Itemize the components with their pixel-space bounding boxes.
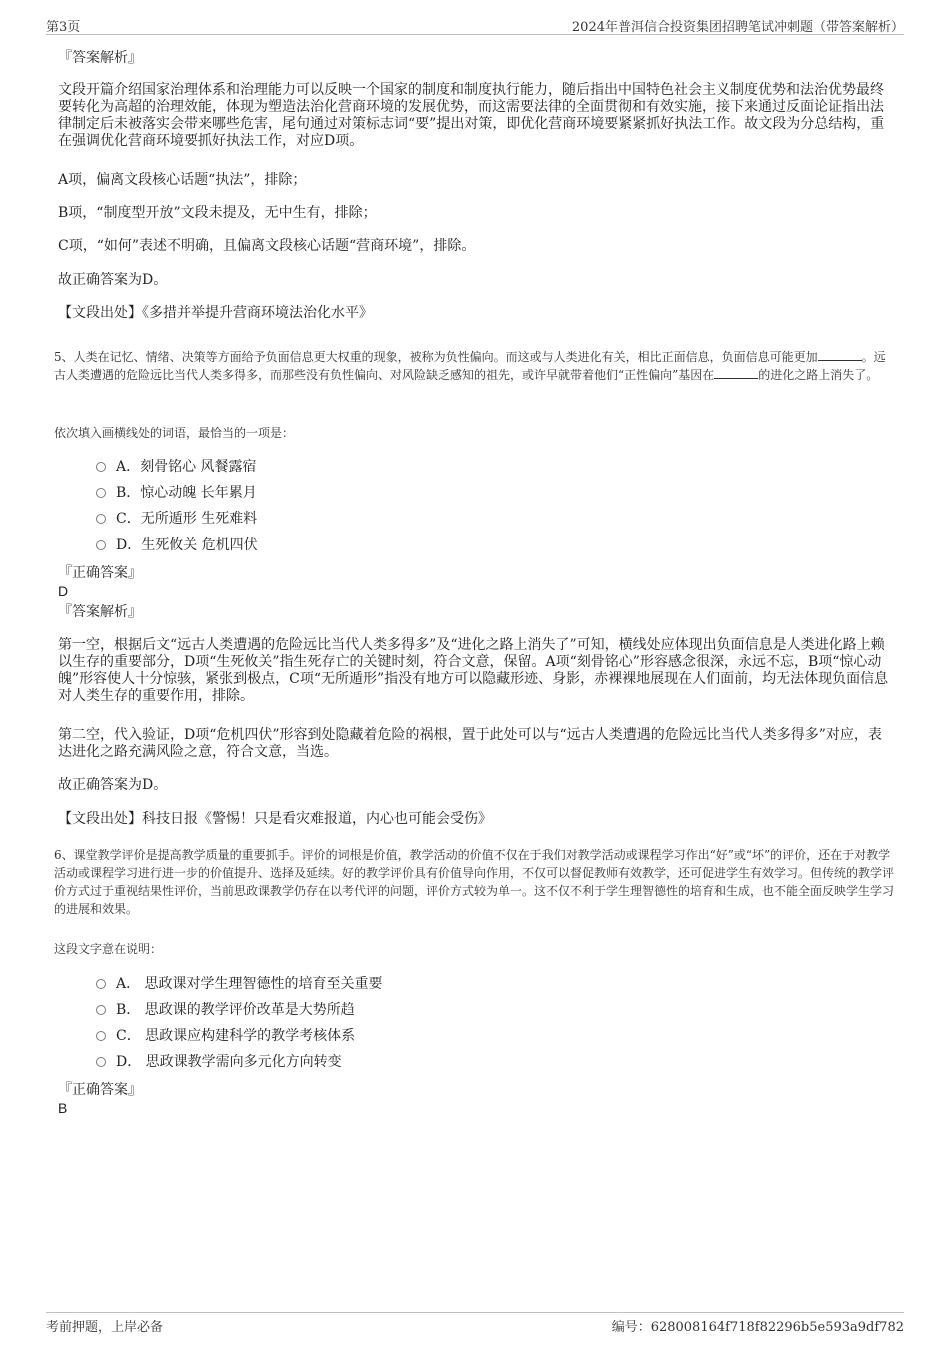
radio-icon[interactable] — [96, 488, 106, 498]
radio-icon[interactable] — [96, 1005, 106, 1015]
q5-option-a-label: A．刻骨铭心 风餐露宿 — [116, 459, 257, 475]
radio-icon[interactable] — [96, 979, 106, 989]
q4-conclusion: 故正确答案为D。 — [58, 272, 168, 288]
q4-analysis-label: 『答案解析』 — [58, 50, 142, 66]
q4-analysis: 文段开篇介绍国家治理体系和治理能力可以反映一个国家的制度和制度执行能力，随后指出中国特色社会主义制度优势和法治优势最终要转化为高超的治理效能，体现为塑造法治化营商环境的发展优势，而这需要法律的全面贯彻和有效实施，接下来通过反面论证指出法律制定后未被落实会带来哪些危害，尾句通过对策标志词“要”提出对策，即优化营商环境要紧紧抓好执法工作。故文段为分总结构，重在强调优化营商环境要抓好执法工作，对应D项。 — [58, 82, 885, 149]
q4-source: 【文段出处】《多措并举提升营商环境法治化水平》 — [58, 305, 373, 321]
q5-stem — [54, 348, 896, 384]
q5-option-d[interactable] — [96, 536, 258, 554]
page-header — [46, 14, 904, 35]
q4-option-c-note: C项，“如何”表述不明确，且偏离文段核心话题“营商环境”，排除。 — [58, 238, 476, 254]
q4-option-a-note: A项，偏离文段核心话题“执法”，排除； — [58, 172, 307, 188]
radio-icon[interactable] — [96, 514, 106, 524]
q6-option-d-label: D． 思政课教学需向多元化方向转变 — [116, 1054, 342, 1070]
q5-option-a[interactable] — [96, 458, 257, 476]
page-number: 第3页 — [46, 20, 81, 35]
radio-icon[interactable] — [96, 1031, 106, 1041]
q6-option-c-label: C． 思政课应构建科学的教学考核体系 — [116, 1028, 356, 1044]
q6-prompt: 这段文字意在说明： — [54, 942, 163, 956]
q5-option-d-label: D．生死攸关 危机四伏 — [116, 537, 258, 553]
q4-option-b-note: B项，“制度型开放”文段未提及，无中生有，排除； — [58, 205, 377, 221]
q6-stem: 6、课堂教学评价是提高教学质量的重要抓手。评价的词根是价值，教学活动的价值不仅在于我们对教学活动或课程学习作出“好”或“坏”的评价，还在于对教学活动或课程学习进行进一步的价值提升、选择及延续。好的教学评价具有价值导向作用，不仅可以督促教师有效教学，还可促进学生有效学习。但传统的教学评价方式过于重视结果性评价，当前思政课教学仍存在以考代评的问题，评价方式较为单一。这不仅不利于学生理智德性的培育和生成，也不能全面反映学生学习的进展和效果。 — [54, 848, 895, 916]
q5-option-c-label: C．无所遁形 生死难料 — [116, 511, 258, 527]
q5-stem-part-2: 。远古人类遭遇的危险远比当代人类多得多，而那些没有负性偏向、对风险缺乏感知的祖先，或许早就带着他们“正性偏向”基因在 — [54, 350, 886, 382]
q5-analysis-label: 『答案解析』 — [58, 604, 142, 620]
q5-option-c[interactable] — [96, 510, 257, 528]
q5-option-b[interactable] — [96, 484, 257, 502]
q6-option-b[interactable] — [96, 1001, 355, 1019]
q5-blank-1 — [818, 348, 862, 361]
q5-answer-label: 『正确答案』 — [58, 565, 142, 581]
q5-stem-part-1: 5、人类在记忆、情绪、决策等方面给予负面信息更大权重的现象，被称为负性偏向。而这或与人类进化有关，相比正面信息，负面信息可能更加 — [54, 350, 818, 364]
q6-option-c[interactable] — [96, 1027, 355, 1045]
page-footer — [46, 1312, 904, 1335]
radio-icon[interactable] — [96, 462, 106, 472]
q5-conclusion: 故正确答案为D。 — [58, 777, 168, 793]
q6-option-a[interactable] — [96, 975, 383, 993]
q6-option-d[interactable] — [96, 1053, 342, 1071]
document-title: 2024年普洱信合投资集团招聘笔试冲刺题（带答案解析） — [571, 20, 904, 35]
q5-analysis-1: 第一空，根据后文“远古人类遭遇的危险远比当代人类多得多”及“进化之路上消失了”可知，横线处应体现出负面信息是人类进化路上赖以生存的重要部分，D项“生死攸关”指生死存亡的关键时刻，符合文意，保留。A项“刻骨铭心”形容感念很深，永远不忘，B项“惊心动魄”形容使人十分惊骇，紧张到极点，C项“无所遁形”指没有地方可以隐藏形迹、身影，赤裸裸地展现在人们面前，均无法体现负面信息对人类生存的重要作用，排除。 — [58, 637, 889, 704]
document-code: 编号：628008164f718f82296b5e593a9df782 — [611, 1320, 904, 1335]
q5-option-b-label: B．惊心动魄 长年累月 — [116, 485, 257, 501]
radio-icon[interactable] — [96, 540, 106, 550]
footer-slogan: 考前押题，上岸必备 — [46, 1320, 164, 1335]
q5-stem-part-3: 的进化之路上消失了。 — [758, 368, 879, 382]
q5-blank-2 — [714, 366, 758, 379]
q6-option-a-label: A． 思政课对学生理智德性的培育至关重要 — [116, 976, 383, 992]
q5-answer: D — [58, 583, 69, 599]
q5-source: 【文段出处】科技日报《警惕！只是看灾难报道，内心也可能会受伤》 — [58, 811, 492, 827]
q5-prompt: 依次填入画横线处的词语，最恰当的一项是： — [54, 426, 295, 440]
q5-analysis-2: 第二空，代入验证，D项“危机四伏”形容到处隐藏着危险的祸根，置于此处可以与“远古人类遭遇的危险远比当代人类多得多”对应，表达进化之路充满风险之意，符合文意，当选。 — [58, 727, 882, 760]
q6-answer-label: 『正确答案』 — [58, 1082, 142, 1098]
q6-option-b-label: B． 思政课的教学评价改革是大势所趋 — [116, 1002, 355, 1018]
radio-icon[interactable] — [96, 1057, 106, 1067]
q6-answer: B — [58, 1100, 68, 1116]
